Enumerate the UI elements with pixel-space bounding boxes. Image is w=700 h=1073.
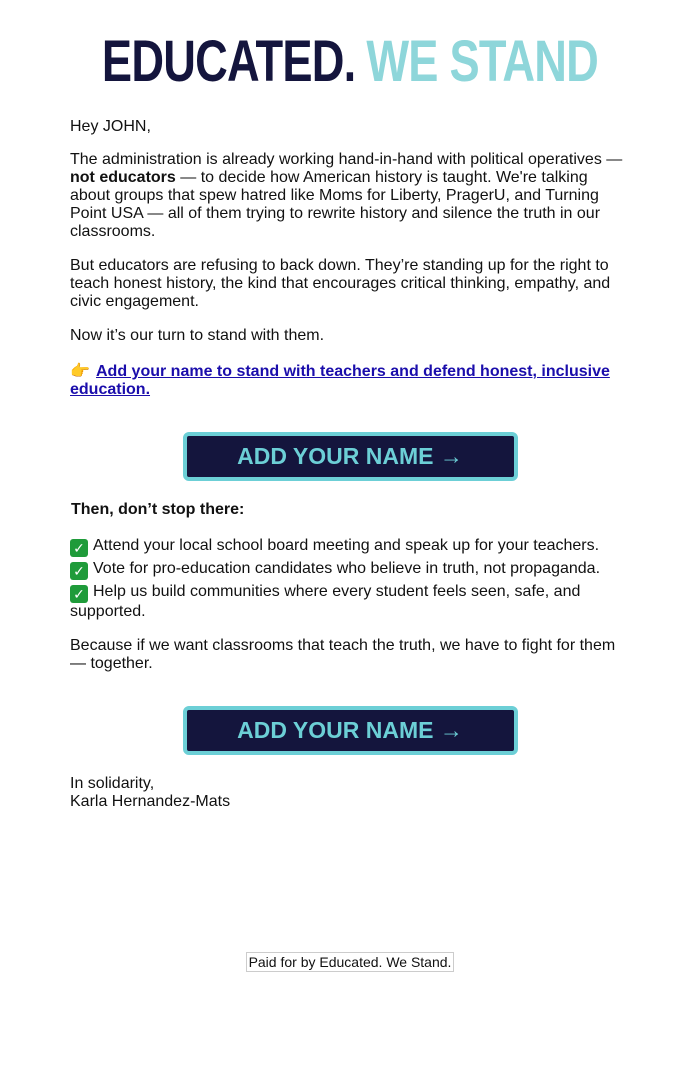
check-mark-icon: ✓ [70,562,88,580]
paragraph-1-start: The administration is already working hand-in-hand with political operatives — [70,151,623,168]
add-name-link[interactable]: Add your name to stand with teachers and defend honest, inclusive education. [70,363,610,398]
button-row-1 [70,415,630,501]
checklist-item [70,537,630,557]
email-body [70,118,630,827]
paragraph-1-bold: not educators [70,169,176,186]
checklist-item [70,583,630,621]
check-mark-icon: ✓ [70,585,88,603]
add-your-name-button-1[interactable]: ADD YOUR NAME → [183,432,518,481]
subheading: Then, don’t stop there: [71,501,245,518]
brand-logo [77,28,623,96]
checklist-item-text: Attend your local school board meeting and speak up for your teachers. [93,537,600,554]
signoff [70,775,630,811]
cta-link-paragraph [70,363,630,399]
check-mark-icon: ✓ [70,539,88,557]
action-checklist [70,537,630,621]
checklist-item [70,560,630,580]
checklist-item-text: Help us build communities where every student feels seen, safe, and supported. [70,583,581,620]
logo-part-1: EDUCATED. [101,29,356,94]
signoff-line-1: In solidarity, [70,775,155,792]
add-your-name-button-2[interactable]: ADD YOUR NAME → [183,706,518,755]
logo-part-2: WE STAND [366,29,599,94]
greeting: Hey JOHN, [70,118,151,135]
paragraph-3: Now it’s our turn to stand with them. [70,327,325,344]
paragraph-1-end: — to decide how American history is taught. We're talking about groups that spew hatred like Moms for Liberty, PragerU, and Turning Point USA — all of them trying to rewrite history and silence the truth in our classrooms. [70,169,601,240]
signer-name: Karla Hernandez-Mats [70,793,231,810]
pointing-hand-icon: 👉 [70,363,90,380]
paragraph-1 [70,151,630,241]
paid-for-disclaimer: Paid for by Educated. We Stand. [246,952,455,972]
paragraph-2: But educators are refusing to back down. They’re standing up for the right to teach honest history, the kind that encourages critical thinking, empathy, and civic engagement. [70,257,611,310]
paragraph-4: Because if we want classrooms that teach the truth, we have to fight for them — together. [70,637,616,672]
button-row-2 [70,689,630,775]
checklist-item-text: Vote for pro-education candidates who believe in truth, not propaganda. [93,560,601,577]
footer [0,952,700,972]
